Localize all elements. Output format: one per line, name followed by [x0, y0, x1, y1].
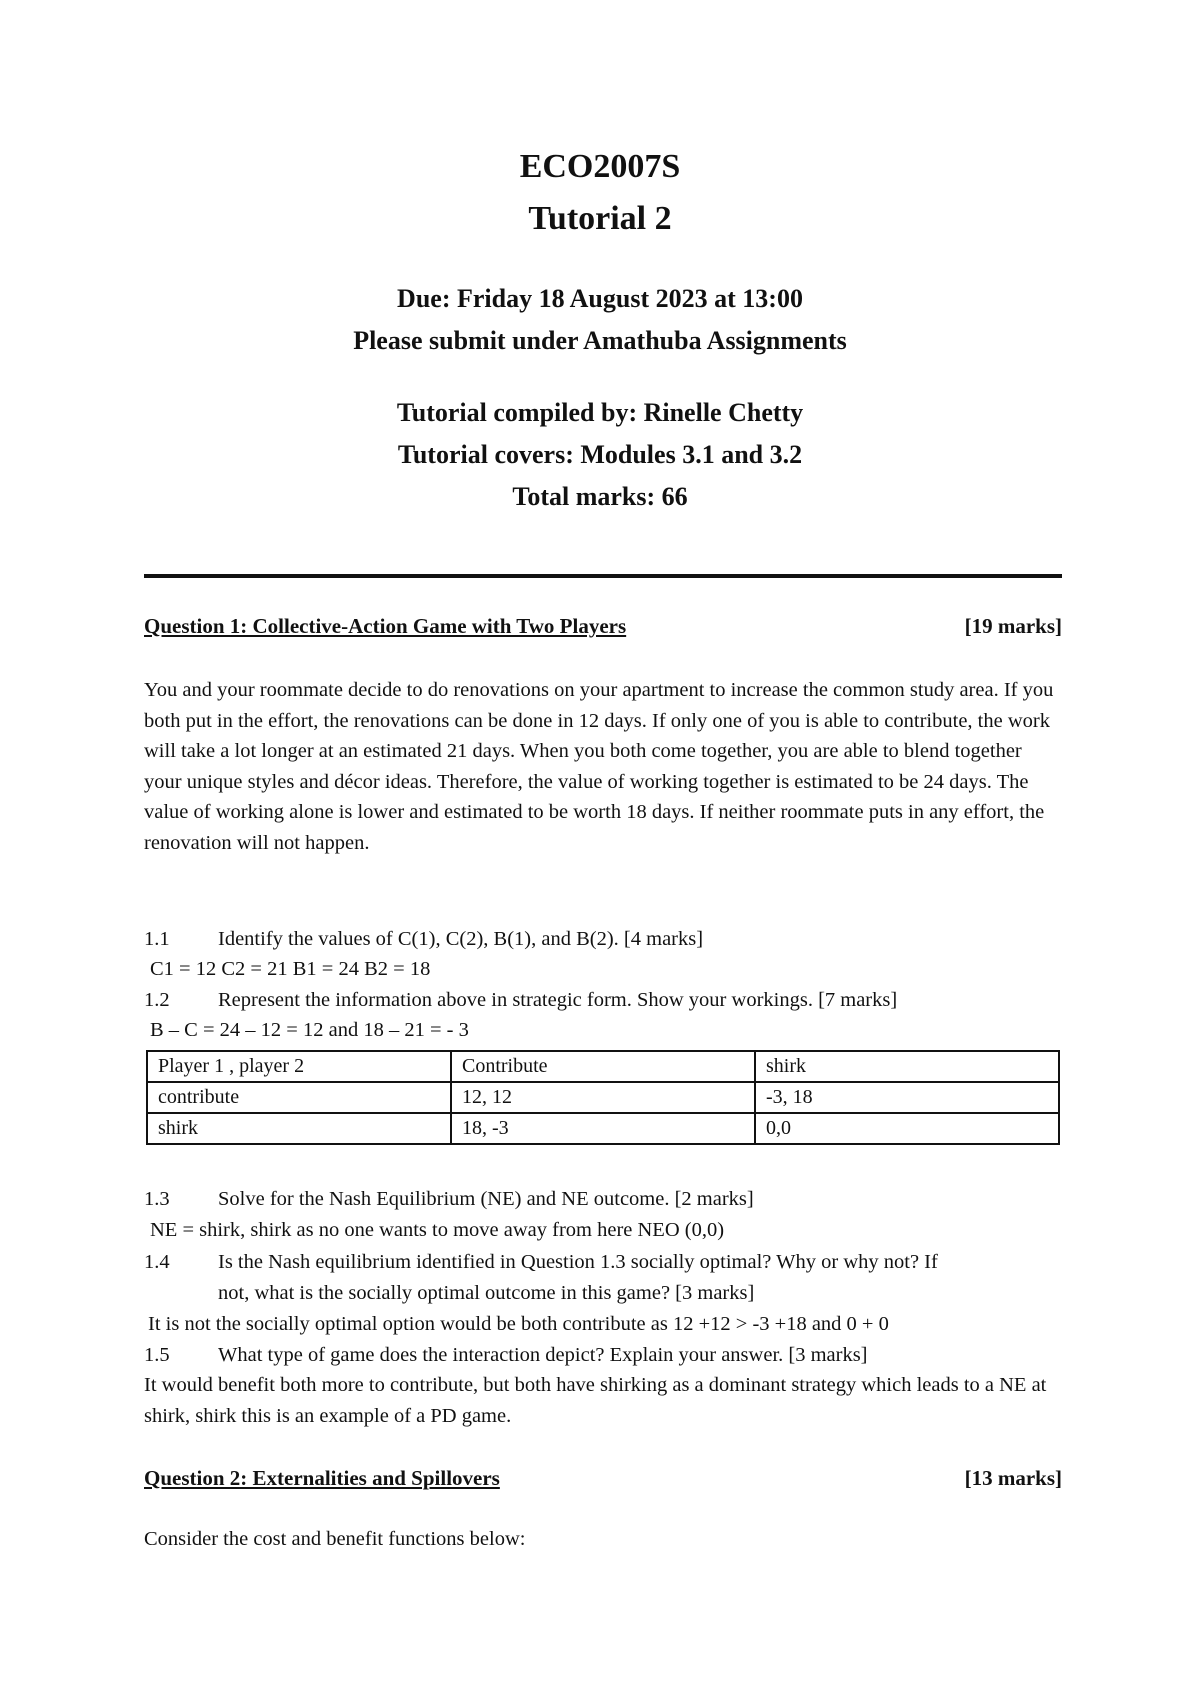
compiled-by: Tutorial compiled by: Rinelle Chetty	[396, 398, 804, 427]
question-1-intro: You and your roommate decide to do renovations on your apartment to increase the common study area. If you both put in the effort, the renovations can be done in 12 days. If only one of you is able to contribute, the work will take a lot longer at an estimated 21 days. When you both come together, you are able to blend together your unique styles and décor ideas. Therefore, the value of working together is estimated to be 24 days. The value of working alone is lower and estimated to be worth 18 days. If neither roommate puts in any effort, the renovation will not happen.	[144, 679, 1054, 854]
subquestion-text: Represent the information above in strategic form. Show your workings. [7 marks]	[218, 989, 898, 1011]
answer-1-1: C1 = 12 C2 = 21 B1 = 24 B2 = 18	[150, 958, 431, 980]
table-cell: shirk	[755, 1051, 1059, 1082]
total-marks: Total marks: 66	[512, 482, 688, 511]
subquestion-1-5	[144, 1344, 868, 1367]
due-date: Due: Friday 18 August 2023 at 13:00	[397, 284, 803, 313]
subquestion-number: 1.5	[144, 1344, 170, 1366]
table-row	[147, 1113, 1059, 1144]
divider-rule	[144, 574, 1062, 578]
subquestion-number: 1.4	[144, 1251, 170, 1273]
table-cell: -3, 18	[755, 1082, 1059, 1113]
question-1-heading	[144, 614, 1062, 639]
subquestion-1-1	[144, 928, 703, 951]
question-1-marks: [19 marks]	[964, 614, 1062, 638]
table-cell: contribute	[147, 1082, 451, 1113]
subquestion-text: Solve for the Nash Equilibrium (NE) and NE outcome. [2 marks]	[218, 1188, 754, 1210]
tutorial-title: Tutorial 2	[528, 200, 672, 237]
subquestion-text: What type of game does the interaction depict? Explain your answer. [3 marks]	[218, 1344, 868, 1366]
subquestion-number: 1.1	[144, 928, 170, 950]
answer-1-3: NE = shirk, shirk as no one wants to move away from here NEO (0,0)	[150, 1219, 725, 1241]
answer-1-5: It would benefit both more to contribute, but both have shirking as a dominant strategy which leads to a NE at shirk, shirk this is an example of a PD game.	[144, 1374, 1047, 1427]
question-2-heading	[144, 1466, 1062, 1491]
table-row	[147, 1082, 1059, 1113]
table-cell: 12, 12	[451, 1082, 755, 1113]
subquestion-1-4	[144, 1251, 938, 1274]
subquestion-text: Is the Nash equilibrium identified in Question 1.3 socially optimal? Why or why not? If	[218, 1251, 938, 1273]
course-code: ECO2007S	[519, 148, 681, 185]
table-cell: Contribute	[451, 1051, 755, 1082]
subquestion-number: 1.2	[144, 989, 170, 1011]
table-cell: 0,0	[755, 1113, 1059, 1144]
question-2-intro: Consider the cost and benefit functions below:	[144, 1528, 526, 1550]
question-2-title: Question 2: Externalities and Spillovers	[144, 1466, 500, 1490]
answer-1-2: B – C = 24 – 12 = 12 and 18 – 21 = - 3	[150, 1019, 469, 1041]
table-cell: Player 1 , player 2	[147, 1051, 451, 1082]
answer-1-4: It is not the socially optimal option would be both contribute as 12 +12 > -3 +18 and 0 + 0	[148, 1313, 889, 1335]
subquestion-text: Identify the values of C(1), C(2), B(1), and B(2). [4 marks]	[218, 928, 704, 950]
question-2-marks: [13 marks]	[964, 1466, 1062, 1490]
table-cell: 18, -3	[451, 1113, 755, 1144]
question-1-title: Question 1: Collective-Action Game with Two Players	[144, 614, 627, 638]
subquestion-1-2	[144, 989, 897, 1012]
subquestion-1-3	[144, 1188, 754, 1211]
table-cell: shirk	[147, 1113, 451, 1144]
table-row	[147, 1051, 1059, 1082]
payoff-matrix-table	[146, 1050, 1060, 1145]
submission-note: Please submit under Amathuba Assignments	[353, 326, 847, 355]
subquestion-number: 1.3	[144, 1188, 170, 1210]
subquestion-1-4-continued: not, what is the socially optimal outcome in this game? [3 marks]	[218, 1282, 755, 1304]
modules-covered: Tutorial covers: Modules 3.1 and 3.2	[397, 440, 803, 469]
